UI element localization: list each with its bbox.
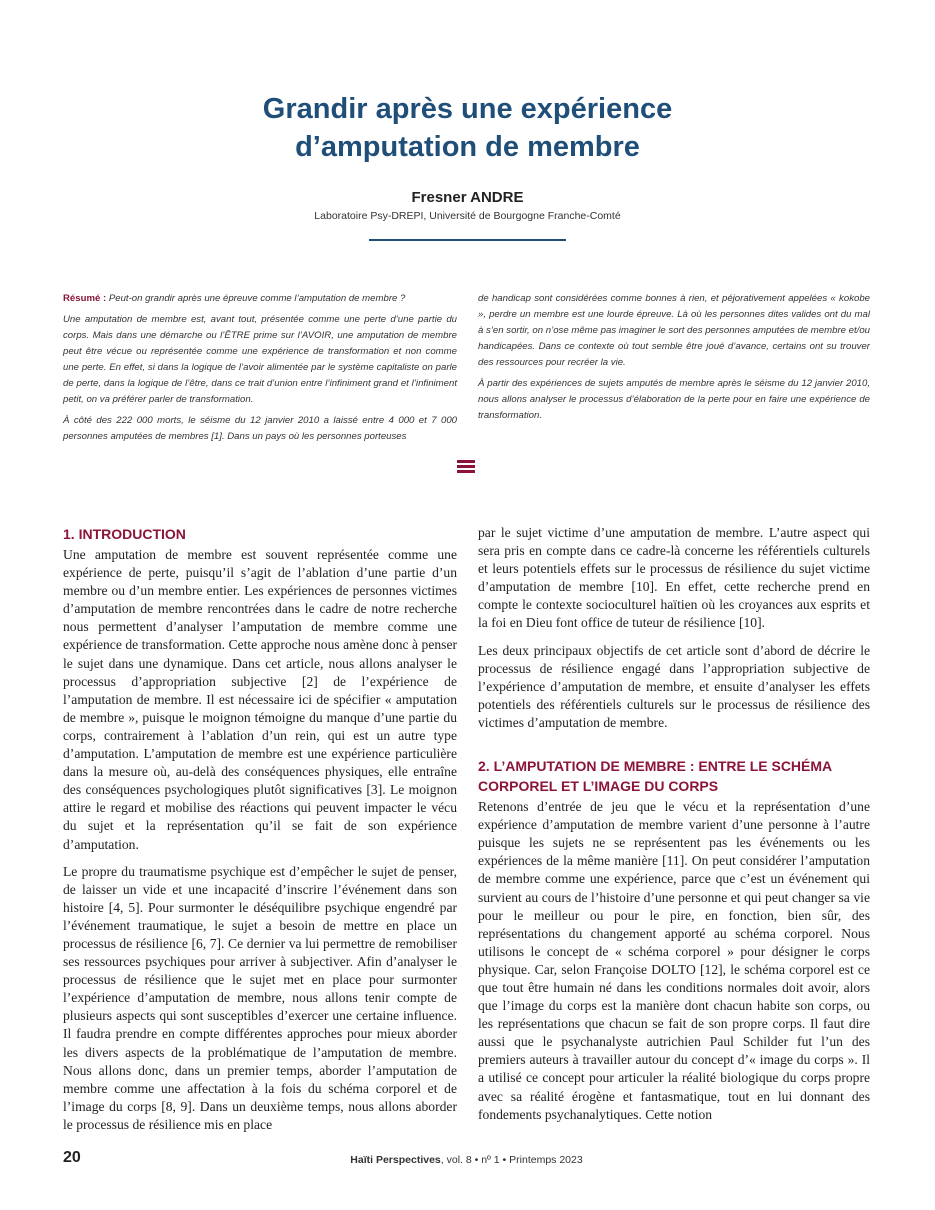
abstract-question xyxy=(63,291,457,307)
journal-name: Haïti Perspectives xyxy=(350,1154,441,1166)
title-line-2: d’amputation de membre xyxy=(295,131,640,163)
abstract-paragraph-4: À partir des expériences de sujets amputés de membre après le séisme du 12 janvier 2010, nous allons analyser le processus d’élaboration de la perte pour en faire une expérience de transformation. xyxy=(478,378,870,421)
page-number: 20 xyxy=(63,1149,81,1166)
intro-paragraph-2: Le propre du traumatisme psychique est d’empêcher le sujet de penser, de laisser un vide et une incapacité d’inscrire l’événement dans son histoire [4, 5]. Pour surmonter le déséquilibre psychique engendré par l’événement traumatique, le sujet a besoin de mettre en place un processus de résilience [6, 7]. Ce dernier va lui permettre de remobiliser ses ressources psychiques pour arriver à subjectiver. Afin d’analyser le processus de résilience que le sujet met en place pour surmonter l’expérience d’amputation de membre, nous allons tenir compte de plusieurs aspects qui sont susceptibles d’exercer une certaine influence. Il faudra prendre en compte différentes approches pour mieux aborder les divers aspects de la problématique de l’amputation de membre. Nous allons donc, dans un premier temps, aborder l’amputation de membre comme une affectation à la fois du schéma corporel et de l’image du corps [8, 9]. Dans un deuxième temps, nous allons aborder le processus de résilience mis en place xyxy=(63,863,457,1132)
section-heading-2: 2. L’AMPUTATION DE MEMBRE : ENTRE LE SCHÉMA CORPOREL ET L’IMAGE DU CORPS xyxy=(478,758,832,795)
journal-citation xyxy=(63,1154,870,1166)
body-right-column xyxy=(478,524,870,1133)
body-left-column xyxy=(63,524,457,1143)
menu-icon xyxy=(457,460,475,474)
article-title xyxy=(0,90,935,166)
abstract-left-column xyxy=(63,291,457,450)
abstract-label: Résumé : xyxy=(63,293,107,304)
title-line-1: Grandir après une expérience xyxy=(262,93,673,125)
abstract-paragraph-2: À côté des 222 000 morts, le séisme du 12 janvier 2010 a laissé entre 4 000 et 7 000 personnes amputées de membres [1]. Dans un pays où les personnes porteuses xyxy=(63,415,457,442)
journal-issue: , vol. 8 • nº 1 • Printemps 2023 xyxy=(440,1154,583,1166)
section-heading-introduction: 1. INTRODUCTION xyxy=(63,526,186,542)
abstract-right-column xyxy=(478,291,870,429)
abstract-question-text: Peut-on grandir après une épreuve comme l’amputation de membre ? xyxy=(106,293,406,304)
author-affiliation: Laboratoire Psy-DREPI, Université de Bourgogne Franche-Comté xyxy=(314,210,621,222)
title-divider xyxy=(369,239,566,241)
section2-paragraph-1: Retenons d’entrée de jeu que le vécu et la représentation d’une expérience d’amputation de membre varient d’une personne à l’autre puisque les sujets ne se représentent pas les événements ou les expériences de la même manière [11]. On peut considérer l’amputation de membre comme une expérience, parce que c’est un événement qui survient au cours de l’histoire d’une personne et qui peut changer sa vie pour le meilleur ou pour le pire, en fonction, bien sûr, des représentations du changement apporté au schéma corporel. Nous utilisons le concept de « schéma corporel » pour désigner le corps physique. Car, selon Françoise DOLTO [12], le schéma corporel est ce que tout être humain né dans les conditions normales doit avoir, alors que l’image du corps est la manière dont chacun habite son corps, ou les représentations que chacun se fait de son propre corps. Il faut dire aussi que le psychanalyste autrichien Paul Schilder fut l’un des premiers auteurs à travailler autour du concept d’« image du corps ». Il a utilisé ce concept pour articuler la réalité biologique du corps propre avec sa réalité érogène et fantasmatique, tout en lui donnant des fondements psychanalytiques. Cette notion xyxy=(478,799,870,1122)
author-name: Fresner ANDRE xyxy=(411,189,524,206)
abstract-paragraph-3: de handicap sont considérées comme bonnes à rien, et péjorativement appelées « kokobe », perdre un membre est une lourde épreuve. Là où les personnes dites valides ont du mal à s’en sortir, on n’ose même pas imaginer le sort des personnes amputées de membre et/ou handicapées. Dans ce contexte où tout semble être joué d’avance, certains ont su trouver des ressources pour recréer la vie. xyxy=(478,293,870,368)
intro-paragraph-4: Les deux principaux objectifs de cet article sont d’abord de décrire le processus de résilience engagé dans l’appropriation subjective de l’expérience d’amputation de membre, et ensuite d’analyser les effets potentiels des référentiels culturels sur le processus de résilience des victimes d’amputation de membre. xyxy=(478,642,870,730)
abstract-paragraph-1: Une amputation de membre est, avant tout, présentée comme une perte d’une partie du corps. Mais dans une démarche ou l’ÊTRE prime sur l’AVOIR, une amputation de membre peut être vécue ou représentée comme une expérience de transformation et non comme une perte. En effet, si dans la logique de l’avoir alimentée par le système capitaliste on parle de perte, dans la logique de l’être, dans ce trait d’union entre l’infiniment grand et l’infiniment petit, on va préférer parler de transformation. xyxy=(63,314,457,405)
intro-paragraph-3: par le sujet victime d’une amputation de membre. L’autre aspect qui sera pris en compte dans ce cadre-là concerne les référentiels culturels et leurs potentiels effets sur le processus de résilience du sujet victime d’amputation de membre [10]. En effet, cette recherche prend en compte le contexte socioculturel haïtien où les croyances aux esprits et la foi en Dieu font office de tuteur de résilience [10]. xyxy=(478,525,870,631)
intro-paragraph-1: Une amputation de membre est souvent représentée comme une expérience de perte, puisqu’il s’agit de l’ablation d’une partie d’un membre ou d’un membre entier. Les expériences de personnes victimes d’amputation de membre rencontrées dans le cadre de notre recherche nous permettent d’analyser l’amputation de membre comme une expérience de transformation. Cette approche nous amène donc à penser le sujet dans une dynamique. Dans cet article, nous allons analyser le processus d’appropriation subjective [2] de l’expérience de l’amputation de membre. Il est nécessaire ici de spécifier « amputation de membre », puisque le moignon témoigne du manque d’une partie du corps, contrairement à l’ablation d’un rein, qui est un autre type d’amputation. L’amputation de membre est une expérience particulière dans la mesure où, au-delà des conséquences physiques, elle entraîne des conséquences psychologiques plutôt significatives [3]. Le moignon attire le regard et mobilise des réactions qui peuvent impacter le vécu du sujet et la représentation qu’il se fait de son expérience d’amputation. xyxy=(63,547,457,852)
